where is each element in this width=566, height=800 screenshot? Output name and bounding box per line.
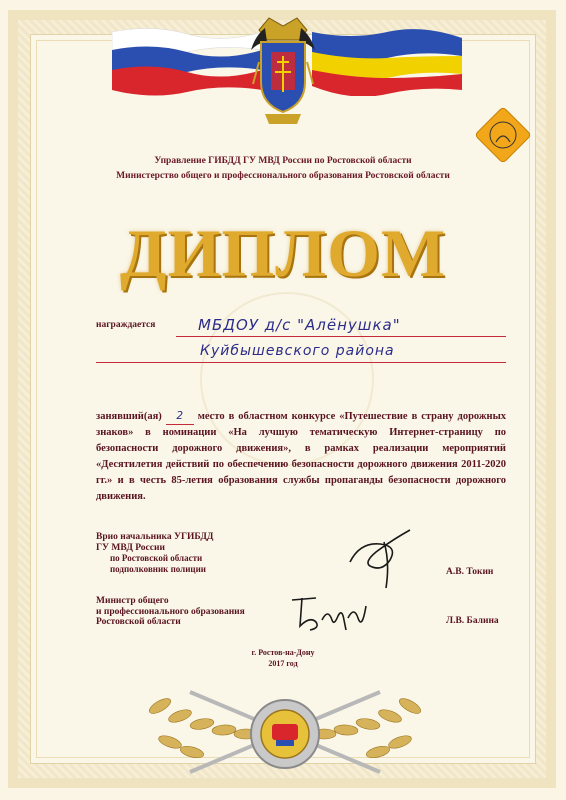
recipient-district: Куйбышевского района	[200, 343, 395, 359]
place-value: 2	[166, 408, 194, 425]
header-line-ministry: Министерство общего и профессионального образования Ростовской области	[116, 171, 450, 181]
diploma-title: ДИПЛОМ	[119, 215, 447, 291]
recipient-name: МБДОУ д/с "Алёнушка"	[198, 316, 401, 334]
signatory-1-title	[96, 532, 213, 574]
signatory-2-title-line: Ростовской области	[96, 617, 181, 627]
signatory-1-title-line: по Ростовской области	[110, 553, 203, 563]
russian-flag-icon	[112, 24, 262, 94]
header-line-gibdd: Управление ГИБДД ГУ МВД России по Ростовской области	[154, 156, 412, 166]
rostov-region-flag-icon	[312, 24, 462, 94]
recipient-underline-1	[176, 336, 506, 337]
signature-1	[340, 522, 430, 592]
signatory-1-title-line: подполковник полиции	[110, 563, 206, 574]
signatory-1-title-line: Врио начальника УГИБДД	[96, 532, 214, 542]
awarded-label: награждается	[96, 320, 156, 330]
award-text: место в областном конкурсе «Путешествие в страну дорожных знаков» в номинации «На лучшую тематическую Интернет-страницу по безопасности дорожного движения», в рамках реализации мероприятий «Десятилетия действий по обеспечению безопасности дорожного движения 2011-2020 гг.» и в честь 85-летия образования службы пропаганды безопасности дорожного движения.	[96, 411, 507, 502]
signatory-2-title-line: и профессионального образования	[96, 606, 245, 617]
footer-city: г. Ростов-на-Дону	[251, 648, 315, 657]
laurel-wreath-emblem-icon	[130, 662, 440, 792]
award-description	[96, 408, 506, 505]
rostov-coat-of-arms-icon	[245, 12, 321, 130]
signatory-2-name: Л.В. Балина	[446, 616, 499, 626]
signature-2	[286, 586, 386, 642]
signatory-2-title	[96, 596, 245, 628]
signatory-1-title-line: ГУ МВД России	[96, 542, 165, 553]
signatory-1-name: А.В. Токин	[446, 567, 494, 577]
footer-year: 2017 год	[268, 659, 298, 668]
signatory-2-title-line: Министр общего	[96, 596, 169, 606]
recipient-underline-2	[96, 362, 506, 363]
place-prefix: занявший(ая)	[96, 411, 162, 422]
